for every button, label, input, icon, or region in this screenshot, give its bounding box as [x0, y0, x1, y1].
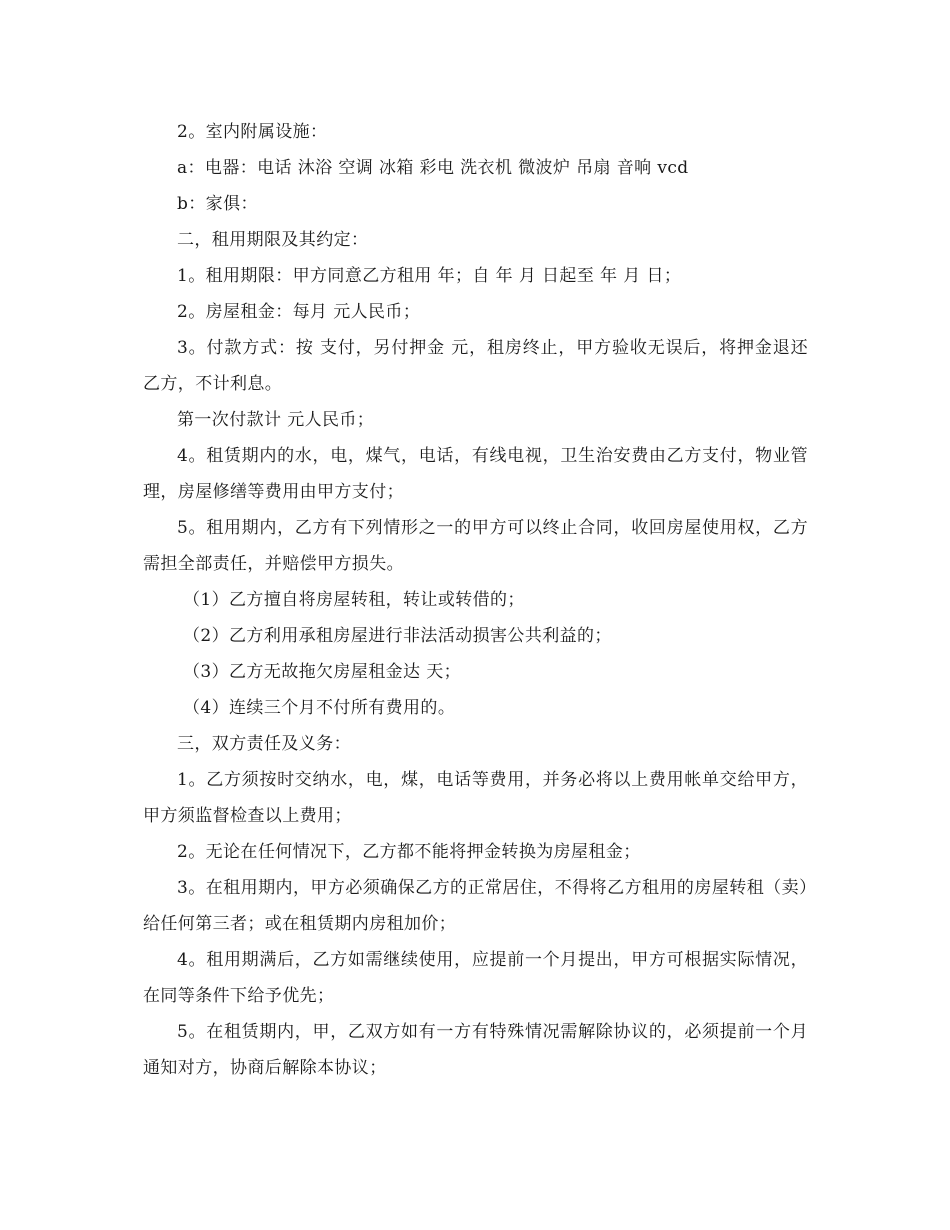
paragraph-furniture: b：家俱： [177, 194, 258, 214]
paragraph-lease-period: 1。租用期限：甲方同意乙方租用 年；自 年 月 日起至 年 月 日； [177, 266, 682, 286]
paragraph-responsibility-3: 3。在租用期内，甲方必须确保乙方的正常居住，不得将乙方租用的房屋转租（卖）给任何第三者；或在租赁期内房租加价； [143, 878, 808, 934]
paragraph-responsibility-4: 4。租用期满后，乙方如需继续使用，应提前一个月提出，甲方可根据实际情况，在同等条件下给予优先； [143, 950, 808, 1006]
section-heading-responsibilities: 三，双方责任及义务： [177, 734, 351, 754]
paragraph-utilities: 4。租赁期内的水，电，煤气，电话，有线电视，卫生治安费由乙方支付，物业管理，房屋修缮等费用由甲方支付； [143, 446, 808, 502]
paragraph-termination: 5。租用期内，乙方有下列情形之一的甲方可以终止合同，收回房屋使用权，乙方需担全部责任，并赔偿甲方损失。 [143, 518, 808, 574]
paragraph-payment-method: 3。付款方式：按 支付，另付押金 元，租房终止，甲方验收无误后，将押金退还乙方，不计利息。 [143, 338, 808, 394]
paragraph-responsibility-5: 5。在租赁期内，甲，乙双方如有一方有特殊情况需解除协议的，必须提前一个月通知对方，协商后解除本协议； [143, 1022, 808, 1078]
paragraph-termination-item-4: （4）连续三个月不付所有费用的。 [183, 698, 456, 718]
paragraph-first-payment: 第一次付款计 元人民币； [177, 410, 375, 430]
paragraph-responsibility-2: 2。无论在任何情况下，乙方都不能将押金转换为房屋租金； [177, 842, 641, 862]
document-body [143, 114, 808, 1086]
paragraph-termination-item-2: （2）乙方利用承租房屋进行非法活动损害公共利益的； [183, 626, 612, 646]
paragraph-responsibility-1: 1。乙方须按时交纳水，电，煤，电话等费用，并务必将以上费用帐单交给甲方，甲方须监督检查以上费用； [143, 770, 808, 826]
paragraph-termination-item-3: （3）乙方无故拖欠房屋租金达 天； [183, 662, 462, 682]
paragraph-appliances: a：电器：电话 沐浴 空调 冰箱 彩电 洗衣机 微波炉 吊扇 音响 vcd [177, 158, 689, 178]
paragraph-rent: 2。房屋租金：每月 元人民币； [177, 302, 421, 322]
paragraph-facilities-heading: 2。室内附属设施： [177, 122, 328, 142]
section-heading-lease-term: 二，租用期限及其约定： [177, 230, 369, 250]
paragraph-termination-item-1: （1）乙方擅自将房屋转租，转让或转借的； [183, 590, 525, 610]
